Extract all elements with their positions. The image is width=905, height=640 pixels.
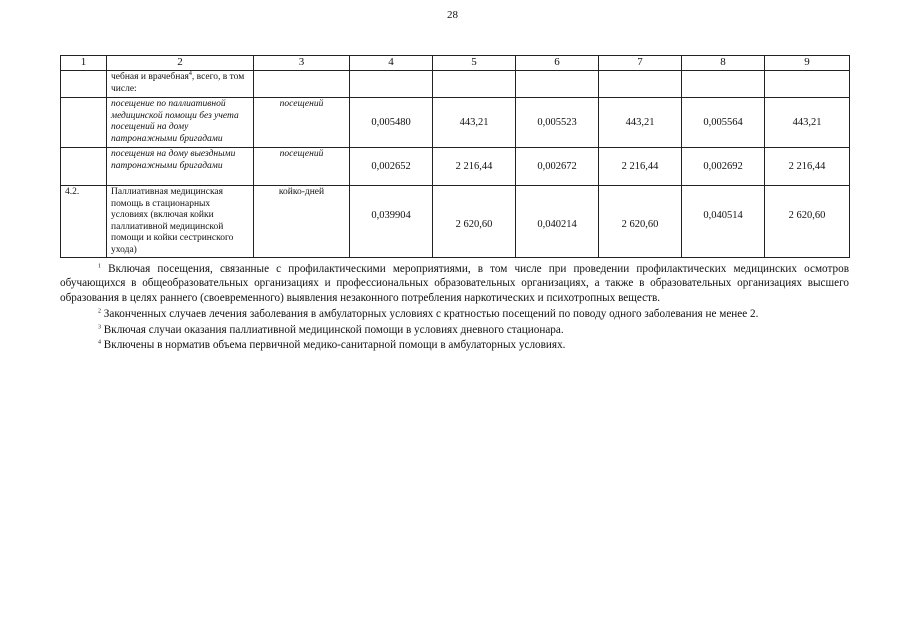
- row-code: 4.2.: [61, 186, 107, 258]
- table-row: [61, 98, 850, 148]
- table-row: [61, 148, 850, 186]
- row-unit: посещений: [254, 148, 350, 186]
- value-cell: [350, 71, 433, 98]
- footnote-text: Включая посещения, связанные с профилактическими мероприятиями, в том числе при проведении профилактических медицинских осмотров обучающихся в общеобразовательных организациях и профессиональных образовательных организациях, а также в образовательных организациях высшего образования в целях раннего (своевременного) выявления незаконного потребления наркотических и психотропных веществ.: [60, 263, 849, 304]
- column-number-row: [61, 56, 850, 71]
- row-name: чебная и врачебная$^4$, всего, в том числе:: [107, 71, 254, 98]
- table-row: [61, 186, 850, 258]
- value-cell: 0,005523: [516, 98, 599, 148]
- row-code: [61, 98, 107, 148]
- value-cell: 2 216,44: [599, 148, 682, 186]
- value-cell: 2 620,60: [599, 186, 682, 258]
- value-cell: 0,005564: [682, 98, 765, 148]
- value-cell: 0,039904: [350, 186, 433, 258]
- column-header: 9: [765, 56, 850, 71]
- norms-table: [60, 55, 850, 258]
- footnote: [60, 323, 849, 337]
- row-unit: посещений: [254, 98, 350, 148]
- value-cell: 0,002652: [350, 148, 433, 186]
- column-header: 4: [350, 56, 433, 71]
- footnote: [60, 338, 849, 352]
- value-cell: 443,21: [433, 98, 516, 148]
- table-row: [61, 71, 850, 98]
- column-header: 5: [433, 56, 516, 71]
- row-code: [61, 71, 107, 98]
- value-cell: 443,21: [599, 98, 682, 148]
- footnote-mark: 1: [98, 263, 101, 270]
- row-name: посещение по паллиативной медицинской помощи без учета посещений на дому патронажными бригадами: [107, 98, 254, 148]
- footnote-text: Законченных случаев лечения заболевания в амбулаторных условиях с кратностью посещений по поводу одного заболевания не менее 2.: [103, 307, 759, 320]
- value-cell: [682, 71, 765, 98]
- row-unit: койко-дней: [254, 186, 350, 258]
- column-header: 7: [599, 56, 682, 71]
- value-cell: 2 620,60: [433, 186, 516, 258]
- value-cell: [516, 71, 599, 98]
- value-cell: 2 620,60: [765, 186, 850, 258]
- column-header: 6: [516, 56, 599, 71]
- value-cell: 0,005480: [350, 98, 433, 148]
- column-header: 3: [254, 56, 350, 71]
- footnote: [60, 307, 849, 321]
- value-cell: 443,21: [765, 98, 850, 148]
- footnote: [60, 262, 849, 305]
- value-cell: 0,040514: [682, 186, 765, 258]
- row-name: Паллиативная медицинская помощь в стационарных условиях (включая койки паллиативной медицинской помощи и койки сестринского ухода): [107, 186, 254, 258]
- value-cell: 2 216,44: [433, 148, 516, 186]
- page-number: 28: [447, 9, 458, 21]
- value-cell: [765, 71, 850, 98]
- column-header: 2: [107, 56, 254, 71]
- value-cell: 0,002672: [516, 148, 599, 186]
- footnote-text: Включены в норматив объема первичной медико-санитарной помощи в амбулаторных условиях.: [103, 339, 566, 352]
- value-cell: 0,040214: [516, 186, 599, 258]
- row-code: [61, 148, 107, 186]
- value-cell: [599, 71, 682, 98]
- footnotes: [60, 262, 849, 354]
- row-name: посещения на дому выездными патронажными бригадами: [107, 148, 254, 186]
- value-cell: [433, 71, 516, 98]
- value-cell: 2 216,44: [765, 148, 850, 186]
- footnote-text: Включая случаи оказания паллиативной медицинской помощи в условиях дневного стационара.: [103, 324, 564, 337]
- footnote-mark: 2: [98, 308, 101, 315]
- column-header: 1: [61, 56, 107, 71]
- row-unit: [254, 71, 350, 98]
- footnote-mark: 3: [98, 324, 101, 331]
- footnote-mark: 4: [98, 339, 101, 346]
- value-cell: 0,002692: [682, 148, 765, 186]
- column-header: 8: [682, 56, 765, 71]
